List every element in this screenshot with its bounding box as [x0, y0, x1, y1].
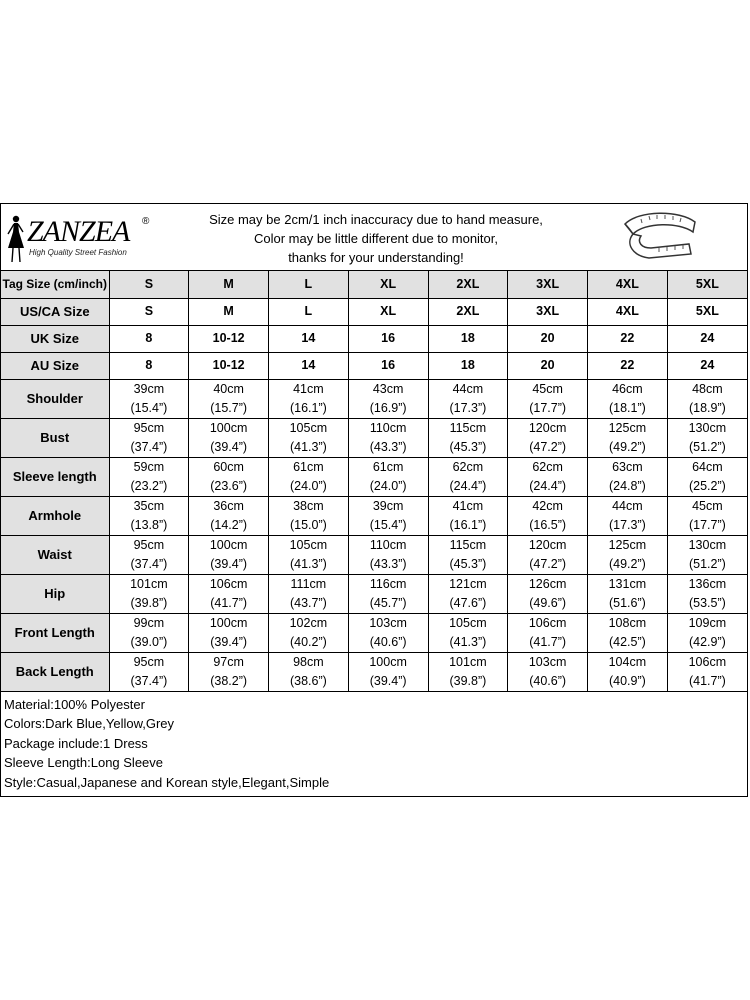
- inch-value: (47.2”): [529, 439, 567, 454]
- cm-value: 121cm: [449, 576, 487, 591]
- measure-cell: [508, 613, 588, 652]
- cm-value: 62cm: [532, 459, 563, 474]
- cm-value: 116cm: [369, 576, 407, 591]
- brand-tagline: High Quality Street Fashion: [29, 248, 127, 257]
- cm-value: 120cm: [528, 420, 567, 435]
- cm-value: 103cm: [528, 654, 567, 669]
- cm-value: 95cm: [133, 654, 165, 669]
- measure-cell: [109, 379, 189, 418]
- measure-cell: [269, 418, 349, 457]
- cm-value: 41cm: [293, 381, 324, 396]
- measure-row: [1, 379, 747, 418]
- inch-value: (13.8”): [130, 517, 168, 532]
- cm-value: 60cm: [213, 459, 244, 474]
- measure-cell: [109, 652, 189, 691]
- chart-header: [1, 204, 747, 271]
- size-cell: 20: [508, 352, 588, 379]
- measure-cell: [428, 613, 508, 652]
- measure-cell: [667, 574, 747, 613]
- cm-value: 99cm: [133, 615, 165, 630]
- measure-cell: [667, 457, 747, 496]
- spec-line: Colors:Dark Blue,Yellow,Grey: [4, 716, 175, 731]
- size-cell: 5XL: [667, 298, 747, 325]
- size-cell: 10-12: [189, 325, 269, 352]
- size-cell: 8: [109, 352, 189, 379]
- inch-value: (24.4”): [449, 478, 487, 493]
- measure-cell: [508, 379, 588, 418]
- size-cell: 3XL: [508, 298, 588, 325]
- cm-value: 43cm: [372, 381, 404, 396]
- cm-value: 125cm: [608, 537, 647, 552]
- size-row: [1, 271, 747, 298]
- cm-value: 100cm: [369, 654, 407, 669]
- registered-mark: ®: [142, 216, 150, 227]
- size-cell: 14: [269, 352, 349, 379]
- measure-cell: [189, 535, 269, 574]
- measure-cell: [348, 574, 428, 613]
- cm-value: 130cm: [688, 537, 727, 552]
- size-rows: [1, 271, 747, 379]
- cm-value: 131cm: [608, 576, 647, 591]
- inch-value: (41.3”): [289, 439, 327, 454]
- measure-cell: [428, 496, 508, 535]
- row-label: Sleeve length: [1, 457, 109, 496]
- measure-cell: [588, 418, 668, 457]
- size-cell: 5XL: [667, 271, 747, 298]
- size-row: [1, 325, 747, 352]
- inch-value: (39.4”): [210, 556, 248, 571]
- measure-cell: [428, 574, 508, 613]
- size-cell: L: [269, 298, 349, 325]
- size-cell: 16: [348, 352, 428, 379]
- measure-row: [1, 535, 747, 574]
- inch-value: (18.1”): [608, 400, 646, 415]
- measure-cell: [667, 535, 747, 574]
- inch-value: (37.4”): [130, 439, 168, 454]
- cm-value: 106cm: [209, 576, 248, 591]
- inch-value: (38.2”): [210, 673, 248, 688]
- inch-value: (45.7”): [369, 595, 407, 610]
- inch-value: (25.2”): [688, 478, 726, 493]
- measure-cell: [588, 535, 668, 574]
- inch-value: (17.7”): [688, 517, 726, 532]
- spec-line: Style:Casual,Japanese and Korean style,Elegant,Simple: [4, 774, 330, 790]
- row-label: Tag Size (cm/inch): [1, 271, 109, 298]
- size-cell: 4XL: [588, 298, 668, 325]
- cm-value: 44cm: [452, 381, 484, 396]
- cm-value: 42cm: [532, 498, 563, 513]
- measure-cell: [109, 457, 189, 496]
- inch-value: (49.2”): [608, 556, 646, 571]
- measure-cell: [269, 652, 349, 691]
- measure-row: [1, 457, 747, 496]
- cm-value: 98cm: [293, 654, 324, 669]
- measure-cell: [667, 418, 747, 457]
- inch-value: (51.2”): [688, 556, 726, 571]
- measuring-tape-icon: [619, 208, 701, 266]
- row-label: AU Size: [1, 352, 109, 379]
- measure-cell: [588, 379, 668, 418]
- cm-value: 100cm: [209, 537, 248, 552]
- inch-value: (18.9”): [688, 400, 726, 415]
- cm-value: 125cm: [608, 420, 647, 435]
- size-cell: 4XL: [588, 271, 668, 298]
- inch-value: (14.2”): [210, 517, 248, 532]
- cm-value: 45cm: [532, 381, 563, 396]
- cm-value: 126cm: [528, 576, 567, 591]
- inch-value: (16.5”): [529, 517, 567, 532]
- cm-value: 97cm: [213, 654, 244, 669]
- cm-value: 64cm: [692, 459, 723, 474]
- cm-value: 100cm: [209, 615, 248, 630]
- inch-value: (43.7”): [289, 595, 327, 610]
- inch-value: (43.3”): [369, 439, 407, 454]
- measure-cell: [667, 496, 747, 535]
- measure-cell: [588, 496, 668, 535]
- inch-value: (42.5”): [608, 634, 646, 649]
- inch-value: (41.3”): [449, 634, 487, 649]
- size-cell: 3XL: [508, 271, 588, 298]
- cm-value: 115cm: [449, 420, 487, 435]
- inch-value: (41.7”): [529, 634, 567, 649]
- row-label: Waist: [1, 535, 109, 574]
- measure-cell: [588, 613, 668, 652]
- measure-cell: [508, 652, 588, 691]
- inch-value: (17.3”): [449, 400, 487, 415]
- size-cell: S: [109, 298, 189, 325]
- cm-value: 59cm: [133, 459, 165, 474]
- cm-value: 115cm: [449, 537, 487, 552]
- size-cell: 16: [348, 325, 428, 352]
- cm-value: 38cm: [293, 498, 324, 513]
- inch-value: (45.3”): [449, 556, 487, 571]
- inch-value: (49.2”): [608, 439, 646, 454]
- size-cell: M: [189, 271, 269, 298]
- cm-value: 102cm: [289, 615, 328, 630]
- note-line: Size may be 2cm/1 inch inaccuracy due to hand measure,: [209, 212, 543, 227]
- inch-value: (49.6”): [529, 595, 567, 610]
- measure-cell: [588, 652, 668, 691]
- inch-value: (51.6”): [608, 595, 646, 610]
- size-cell: 24: [667, 325, 747, 352]
- measure-cell: [189, 379, 269, 418]
- spec-line: Sleeve Length:Long Sleeve: [4, 755, 164, 770]
- inch-value: (47.2”): [529, 556, 567, 571]
- cm-value: 40cm: [213, 381, 244, 396]
- cm-value: 36cm: [213, 498, 244, 513]
- measure-cell: [269, 496, 349, 535]
- measure-cell: [109, 496, 189, 535]
- inch-value: (43.3”): [369, 556, 407, 571]
- size-cell: 22: [588, 352, 668, 379]
- measure-cell: [269, 379, 349, 418]
- fashion-figure-icon: [5, 214, 27, 264]
- cm-value: 101cm: [130, 576, 168, 591]
- inch-value: (42.9”): [688, 634, 726, 649]
- measure-row: [1, 613, 747, 652]
- measure-cell: [588, 574, 668, 613]
- measure-cell: [269, 613, 349, 652]
- cm-value: 105cm: [449, 615, 487, 630]
- measure-cell: [508, 574, 588, 613]
- measurement-notes: [166, 210, 586, 267]
- measure-cell: [348, 613, 428, 652]
- inch-value: (24.0”): [369, 478, 407, 493]
- inch-value: (39.0”): [130, 634, 168, 649]
- size-chart: [0, 203, 748, 797]
- cm-value: 61cm: [293, 459, 324, 474]
- size-cell: M: [189, 298, 269, 325]
- cm-value: 110cm: [369, 537, 407, 552]
- measure-cell: [348, 496, 428, 535]
- inch-value: (16.1”): [449, 517, 487, 532]
- row-label: Back Length: [1, 652, 109, 691]
- measure-cell: [189, 496, 269, 535]
- measure-cell: [348, 535, 428, 574]
- inch-value: (15.4”): [369, 517, 407, 532]
- size-cell: 2XL: [428, 271, 508, 298]
- cm-value: 130cm: [688, 420, 727, 435]
- measure-cell: [109, 574, 189, 613]
- size-cell: 24: [667, 352, 747, 379]
- cm-value: 108cm: [608, 615, 647, 630]
- inch-value: (45.3”): [449, 439, 487, 454]
- inch-value: (40.9”): [608, 673, 646, 688]
- inch-value: (24.8”): [608, 478, 646, 493]
- size-cell: XL: [348, 271, 428, 298]
- spec-line: Material:100% Polyester: [4, 696, 145, 712]
- cm-value: 109cm: [688, 615, 727, 630]
- size-cell: 20: [508, 325, 588, 352]
- cm-value: 45cm: [692, 498, 723, 513]
- inch-value: (37.4”): [130, 556, 168, 571]
- inch-value: (39.8”): [449, 673, 487, 688]
- measure-cell: [269, 457, 349, 496]
- spec-line: Package include:1 Dress: [4, 735, 148, 751]
- inch-value: (41.7”): [688, 673, 726, 688]
- note-line: thanks for your understanding!: [288, 250, 464, 265]
- measure-row: [1, 574, 747, 613]
- note-line: Color may be little different due to monitor,: [254, 231, 498, 246]
- measure-cell: [348, 457, 428, 496]
- size-cell: 18: [428, 325, 508, 352]
- cm-value: 136cm: [688, 576, 727, 591]
- inch-value: (24.0”): [289, 478, 327, 493]
- measure-cell: [667, 379, 747, 418]
- cm-value: 105cm: [289, 420, 328, 435]
- measure-cell: [667, 613, 747, 652]
- measure-cell: [428, 379, 508, 418]
- cm-value: 106cm: [688, 654, 727, 669]
- cm-value: 101cm: [449, 654, 487, 669]
- size-cell: L: [269, 271, 349, 298]
- inch-value: (40.2”): [289, 634, 327, 649]
- cm-value: 62cm: [452, 459, 484, 474]
- measure-cell: [428, 457, 508, 496]
- cm-value: 95cm: [133, 537, 165, 552]
- cm-value: 39cm: [372, 498, 404, 513]
- measure-cell: [428, 535, 508, 574]
- inch-value: (40.6”): [369, 634, 407, 649]
- row-label: Shoulder: [1, 379, 109, 418]
- row-label: Hip: [1, 574, 109, 613]
- cm-value: 110cm: [369, 420, 407, 435]
- inch-value: (39.4”): [369, 673, 407, 688]
- inch-value: (17.3”): [608, 517, 646, 532]
- inch-value: (23.6”): [210, 478, 248, 493]
- cm-value: 35cm: [133, 498, 165, 513]
- inch-value: (39.4”): [210, 439, 248, 454]
- size-cell: 14: [269, 325, 349, 352]
- measure-cell: [189, 574, 269, 613]
- measure-cell: [269, 574, 349, 613]
- cm-value: 100cm: [209, 420, 248, 435]
- measure-cell: [109, 535, 189, 574]
- measure-cell: [269, 535, 349, 574]
- inch-value: (16.9”): [369, 400, 407, 415]
- measure-row: [1, 418, 747, 457]
- cm-value: 120cm: [528, 537, 567, 552]
- measure-cell: [348, 418, 428, 457]
- cm-value: 104cm: [608, 654, 647, 669]
- cm-value: 111cm: [290, 576, 327, 591]
- size-cell: 8: [109, 325, 189, 352]
- size-table: [1, 271, 747, 692]
- cm-value: 103cm: [369, 615, 407, 630]
- row-label: UK Size: [1, 325, 109, 352]
- cm-value: 106cm: [528, 615, 567, 630]
- inch-value: (15.4”): [130, 400, 168, 415]
- cm-value: 39cm: [133, 381, 165, 396]
- cm-value: 44cm: [612, 498, 643, 513]
- cm-value: 63cm: [612, 459, 643, 474]
- product-specs: [1, 692, 747, 797]
- inch-value: (47.6”): [449, 595, 487, 610]
- measure-cell: [189, 457, 269, 496]
- size-cell: S: [109, 271, 189, 298]
- inch-value: (51.2”): [688, 439, 726, 454]
- size-cell: XL: [348, 298, 428, 325]
- inch-value: (23.2”): [130, 478, 168, 493]
- measure-cell: [667, 652, 747, 691]
- inch-value: (17.7”): [529, 400, 567, 415]
- inch-value: (41.7”): [210, 595, 248, 610]
- inch-value: (41.3”): [289, 556, 327, 571]
- cm-value: 61cm: [372, 459, 404, 474]
- cm-value: 46cm: [612, 381, 643, 396]
- measure-cell: [109, 613, 189, 652]
- inch-value: (16.1”): [289, 400, 327, 415]
- row-label: Bust: [1, 418, 109, 457]
- measurement-rows: [1, 379, 747, 691]
- measure-cell: [428, 652, 508, 691]
- measure-cell: [189, 613, 269, 652]
- measure-cell: [348, 652, 428, 691]
- row-label: US/CA Size: [1, 298, 109, 325]
- cm-value: 105cm: [289, 537, 328, 552]
- inch-value: (39.4”): [210, 634, 248, 649]
- row-label: Armhole: [1, 496, 109, 535]
- inch-value: (40.6”): [529, 673, 567, 688]
- measure-cell: [189, 418, 269, 457]
- measure-row: [1, 496, 747, 535]
- measure-cell: [508, 535, 588, 574]
- inch-value: (15.7”): [210, 400, 248, 415]
- size-cell: 2XL: [428, 298, 508, 325]
- measure-cell: [348, 379, 428, 418]
- brand-name: ZANZEA: [27, 215, 130, 248]
- cm-value: 48cm: [692, 381, 723, 396]
- inch-value: (53.5”): [688, 595, 726, 610]
- measure-cell: [189, 652, 269, 691]
- measure-cell: [588, 457, 668, 496]
- measure-cell: [428, 418, 508, 457]
- measure-cell: [508, 457, 588, 496]
- size-cell: 18: [428, 352, 508, 379]
- size-row: [1, 352, 747, 379]
- measure-cell: [508, 496, 588, 535]
- size-cell: 22: [588, 325, 668, 352]
- inch-value: (39.8”): [130, 595, 168, 610]
- row-label: Front Length: [1, 613, 109, 652]
- inch-value: (38.6”): [289, 673, 327, 688]
- measure-row: [1, 652, 747, 691]
- cm-value: 41cm: [452, 498, 484, 513]
- size-cell: 10-12: [189, 352, 269, 379]
- size-row: [1, 298, 747, 325]
- measure-cell: [109, 418, 189, 457]
- inch-value: (15.0”): [289, 517, 327, 532]
- inch-value: (37.4”): [130, 673, 168, 688]
- inch-value: (24.4”): [529, 478, 567, 493]
- cm-value: 95cm: [133, 420, 165, 435]
- brand-logo: [5, 212, 155, 264]
- measure-cell: [508, 418, 588, 457]
